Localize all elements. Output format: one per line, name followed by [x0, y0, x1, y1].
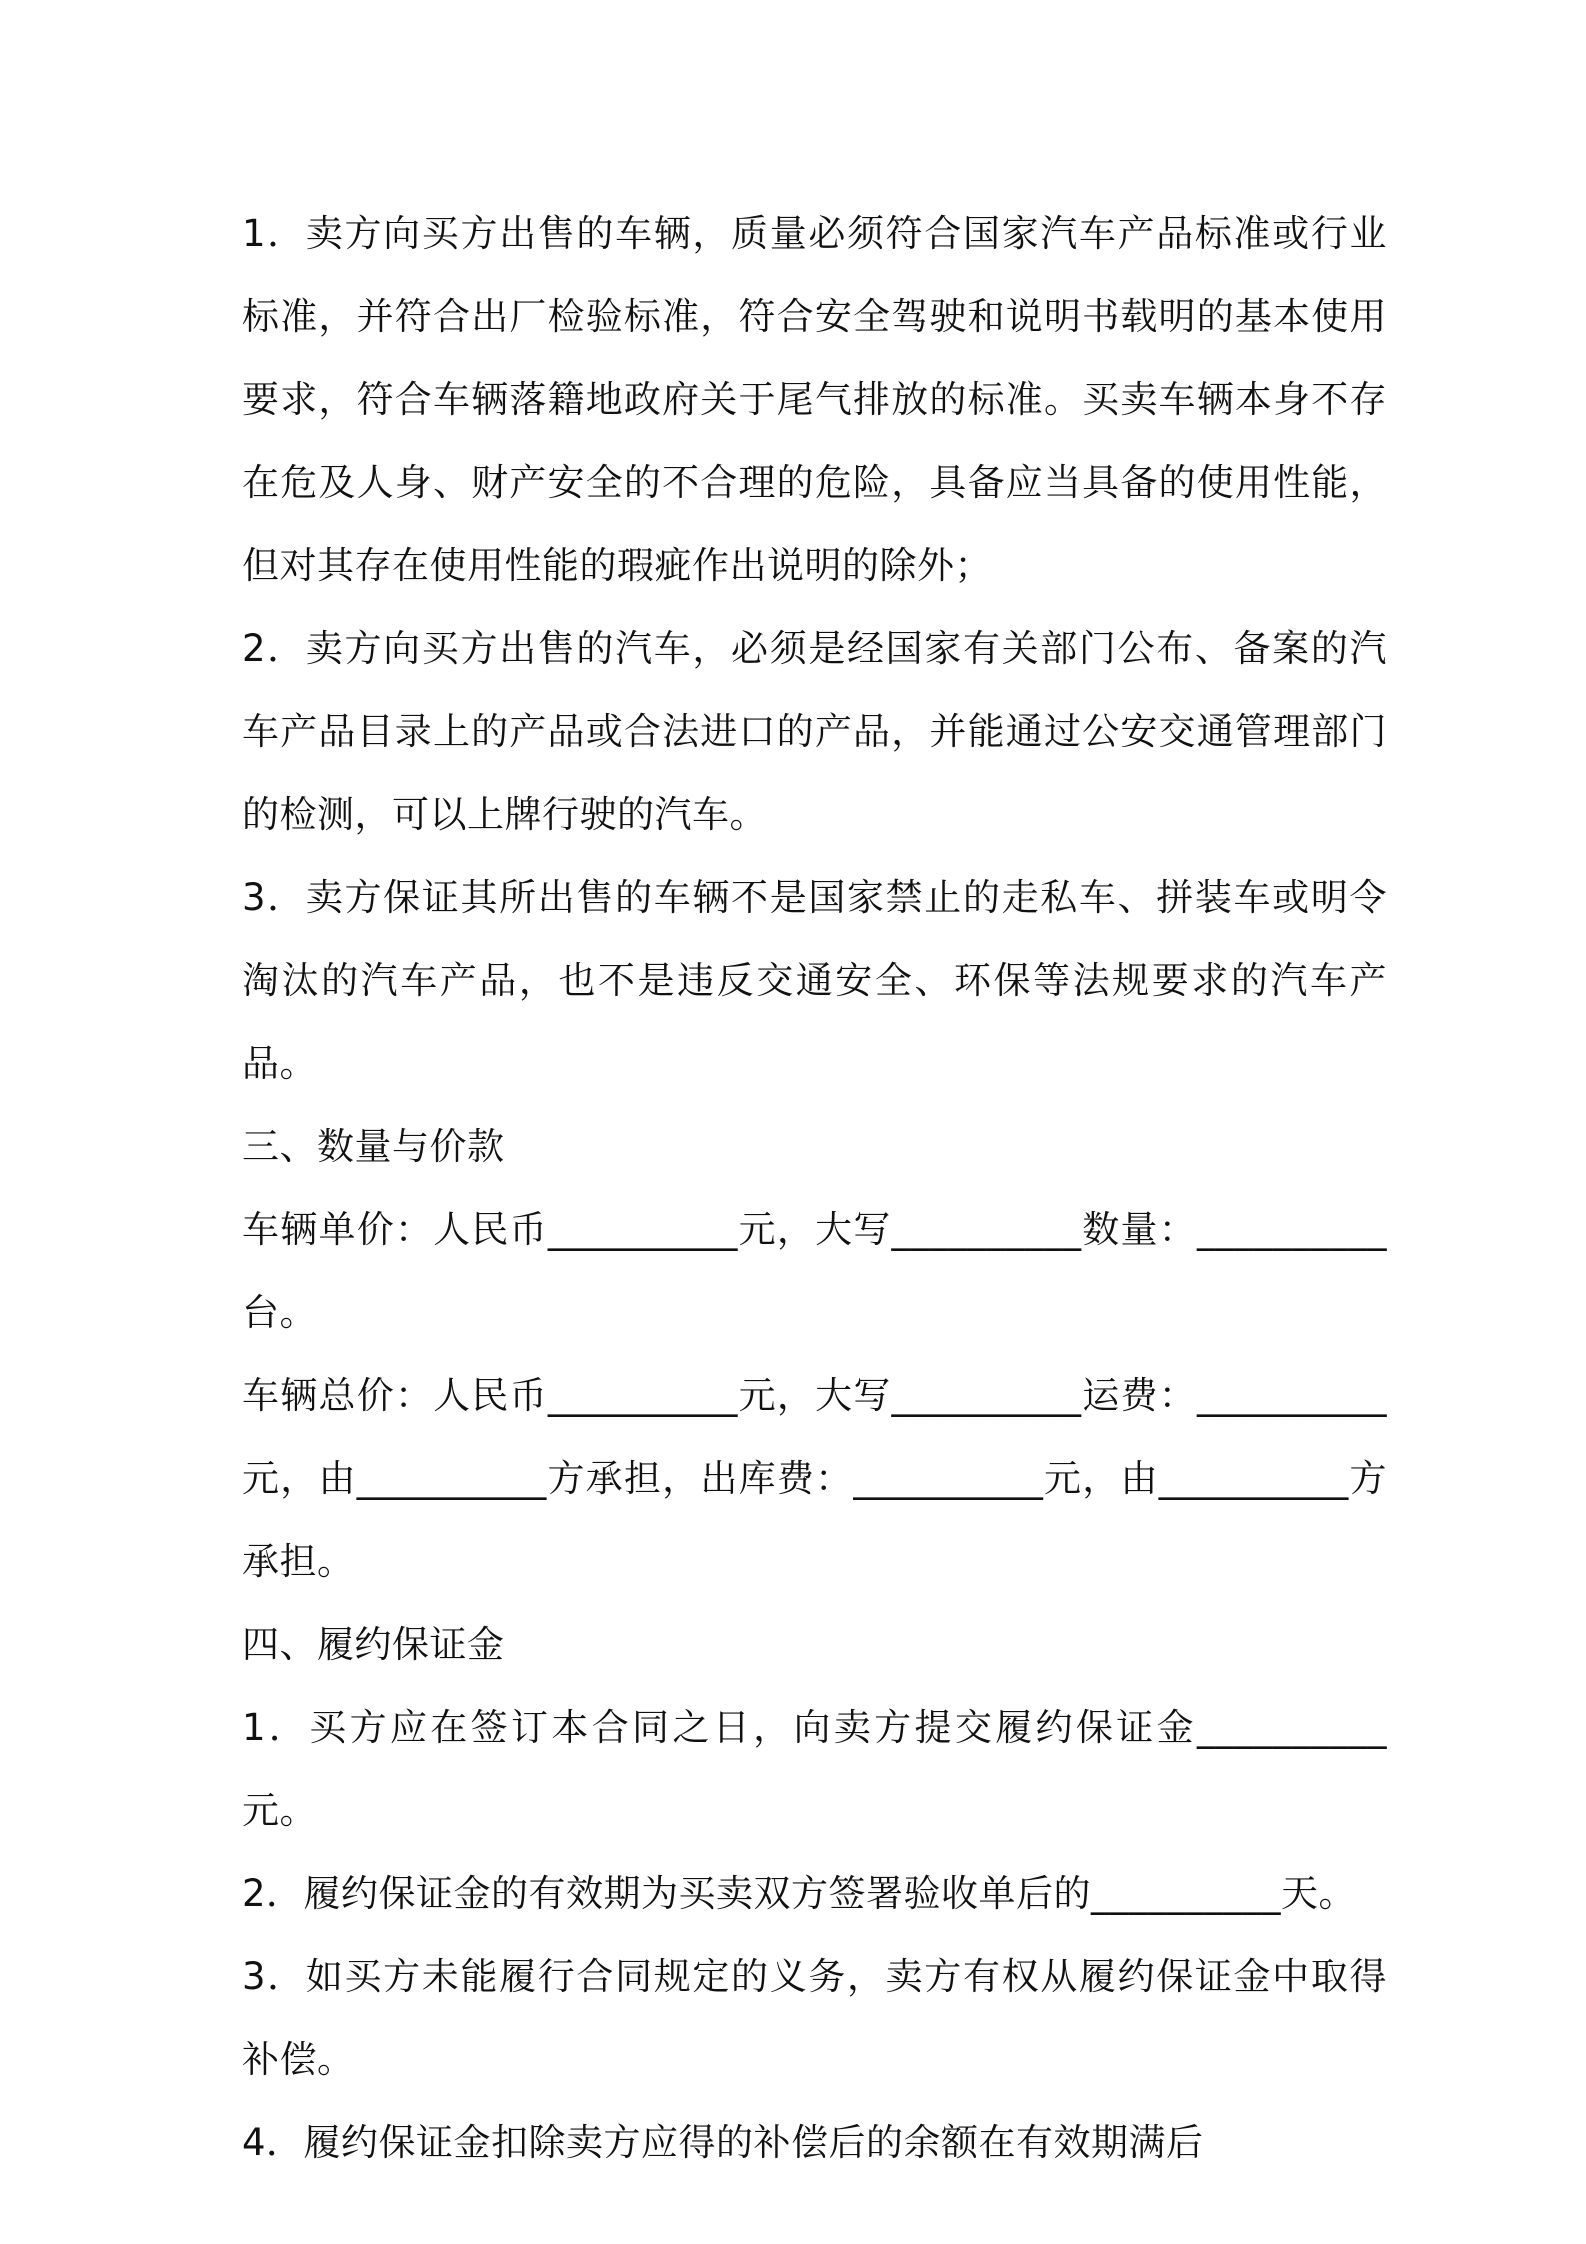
- total-price-line: 车辆总价：人民币__________元，大写__________运费：__________元，由__________方承担，出库费：__________元，由__________方承担。: [242, 1374, 1387, 1583]
- document-body: [242, 192, 1387, 2184]
- clause-1-quality: 1．卖方向买方出售的车辆，质量必须符合国家汽车产品标准或行业标准，并符合出厂检验标准，符合安全驾驶和说明书载明的基本使用要求，符合车辆落籍地政府关于尾气排放的标准。买卖车辆本身不存在危及人身、财产安全的不合理的危险，具备应当具备的使用性能，但对其存在使用性能的瑕疵作出说明的除外；: [242, 212, 1387, 587]
- deposit-clause-4: 4．履约保证金扣除卖方应得的补偿后的余额在有效期满后: [242, 2121, 1204, 2164]
- clause-2-catalog: 2．卖方向买方出售的汽车，必须是经国家有关部门公布、备案的汽车产品目录上的产品或合法进口的产品，并能通过公安交通管理部门的检测，可以上牌行驶的汽车。: [242, 627, 1387, 836]
- clause-3-legality: 3．卖方保证其所出售的车辆不是国家禁止的走私车、拼装车或明令淘汰的汽车产品，也不是违反交通安全、环保等法规要求的汽车产品。: [242, 876, 1387, 1085]
- unit-price-line: 车辆单价：人民币__________元，大写__________数量：__________台。: [242, 1208, 1387, 1334]
- deposit-clause-1: 1．买方应在签订本合同之日，向卖方提交履约保证金__________元。: [242, 1706, 1387, 1832]
- deposit-clause-3: 3．如买方未能履行合同规定的义务，卖方有权从履约保证金中取得补偿。: [242, 1955, 1387, 2081]
- section-heading-quantity-price: 三、数量与价款: [242, 1125, 505, 1168]
- section-heading-deposit: 四、履约保证金: [242, 1623, 505, 1666]
- deposit-clause-2: 2．履约保证金的有效期为买卖双方签署验收单后的__________天。: [242, 1872, 1357, 1915]
